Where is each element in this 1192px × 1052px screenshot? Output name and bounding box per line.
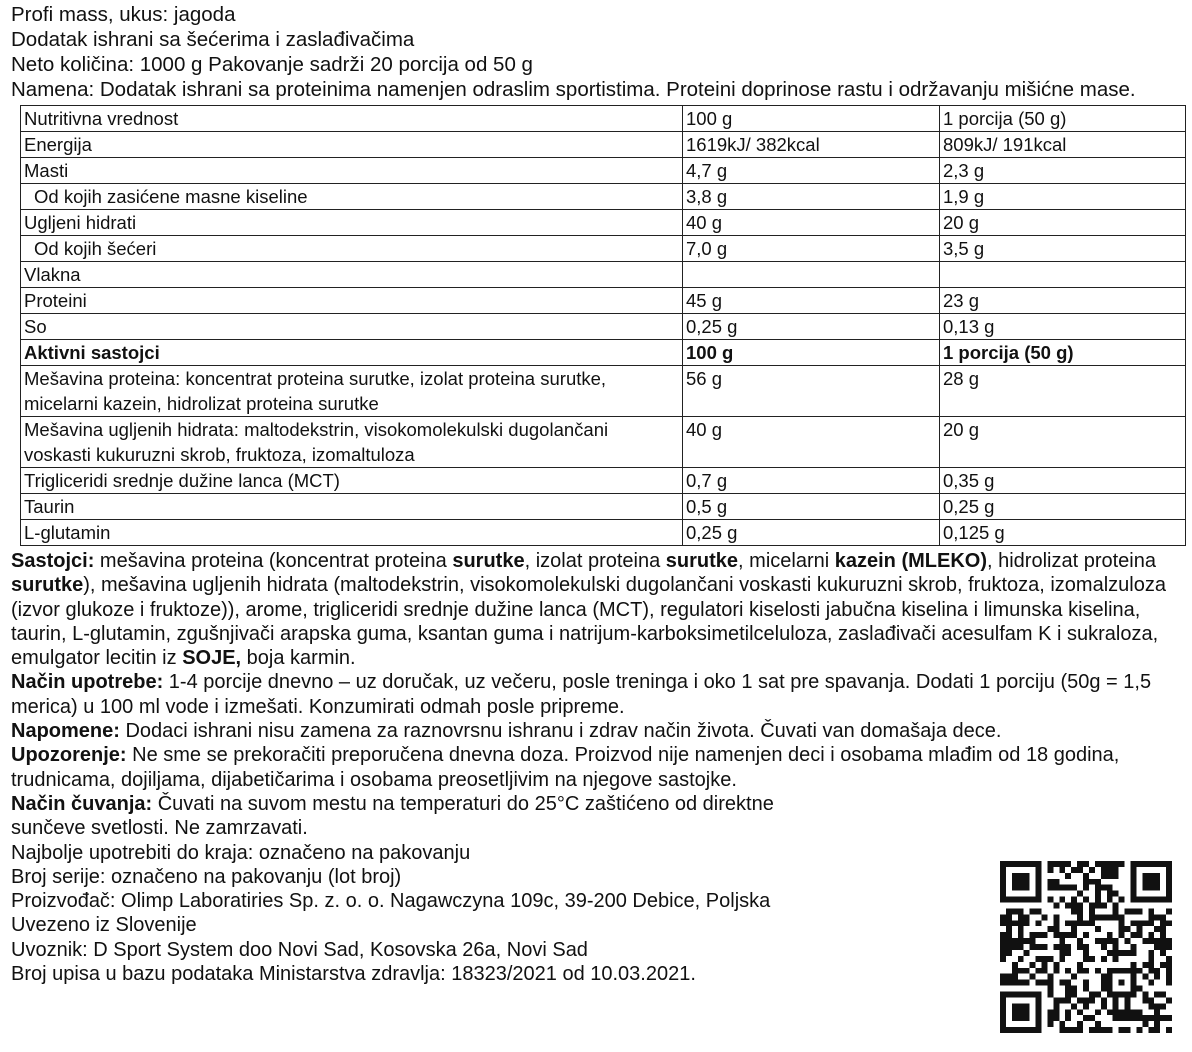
table-row (21, 132, 1186, 158)
value-per-100g: 45 g (683, 288, 940, 314)
value-per-portion: 1 porcija (50 g) (940, 106, 1186, 132)
value-per-100g: 4,7 g (683, 158, 940, 184)
product-name: Profi mass, ukus: jagoda (11, 3, 236, 26)
allergen: surutke (665, 550, 739, 572)
ingredients-text: , hidrolizat proteina (987, 550, 1156, 572)
nutrient-name: Aktivni sastojci (21, 340, 683, 366)
value-per-portion: 809kJ/ 191kcal (940, 132, 1186, 158)
storage-label: Način čuvanja: (11, 792, 153, 815)
nutrient-name: Ugljeni hidrati (21, 210, 683, 236)
allergen: surutke (11, 574, 84, 597)
table-row (21, 184, 1186, 210)
value-per-100g: 40 g (683, 210, 940, 236)
label-document (11, 2, 1181, 986)
product-category: Dodatak ishrani sa šećerima i zaslađivačima (11, 28, 415, 51)
warning-section (11, 743, 1181, 792)
nutrient-name: L-glutamin (21, 520, 683, 546)
table-row (21, 106, 1186, 132)
table-row (21, 520, 1186, 546)
value-per-portion: 23 g (940, 288, 1186, 314)
allergen: surutke (452, 550, 525, 572)
value-per-100g: 0,25 g (683, 520, 940, 546)
table-row (21, 417, 1186, 468)
producer: Proizvođač: Olimp Laboratiries Sp. z. o. o. Nagawczyna 109c, 39-200 Debice, Poljska (11, 890, 771, 913)
value-per-portion: 20 g (940, 210, 1186, 236)
table-row (21, 288, 1186, 314)
ingredients-text: mešavina proteina (koncentrat proteina (94, 550, 453, 572)
value-per-100g: 0,7 g (683, 468, 940, 494)
warning-label: Upozorenje: (11, 744, 127, 767)
value-per-portion: 28 g (940, 366, 1186, 417)
value-per-100g: 3,8 g (683, 184, 940, 210)
storage-section (11, 792, 1181, 816)
warning-text: Ne sme se prekoračiti preporučena dnevna doza. Proizvod nije namenjen deci i osobama mlađim od 18 godina, trudnicama, dojiljama, dijabetičarima i osobama preosetljivim na njegove sastojke. (11, 744, 1120, 791)
storage-text: Čuvati na suvom mestu na temperaturi do 25°C zaštićeno od direktne (152, 792, 774, 815)
table-row (21, 494, 1186, 520)
table-row (21, 314, 1186, 340)
value-per-portion: 0,13 g (940, 314, 1186, 340)
value-per-portion: 1,9 g (940, 184, 1186, 210)
net-quantity: Neto količina: 1000 g Pakovanje sadrži 20 porcija od 50 g (11, 53, 533, 76)
ingredients-text: , izolat proteina (524, 550, 666, 572)
table-row (21, 158, 1186, 184)
ingredients-label: Sastojci: (11, 550, 95, 572)
value-per-portion (940, 262, 1186, 288)
nutrient-name: Nutritivna vrednost (21, 106, 683, 132)
nutrient-name: Energija (21, 132, 683, 158)
batch-number: Broj serije: označeno na pakovanju (lot broj) (11, 865, 402, 888)
allergen: SOJE, (182, 647, 242, 670)
value-per-portion: 0,35 g (940, 468, 1186, 494)
nutrient-name: Od kojih šećeri (21, 236, 683, 262)
storage-text-2: sunčeve svetlosti. Ne zamrzavati. (11, 817, 308, 840)
qr-code-icon (1000, 861, 1172, 1033)
usage-section (11, 670, 1181, 719)
allergen: kazein (MLEKO) (834, 550, 987, 572)
nutrient-name: Proteini (21, 288, 683, 314)
nutrition-table (20, 105, 1186, 546)
ingredients-text: boja karmin. (241, 647, 356, 670)
nutrient-name: So (21, 314, 683, 340)
value-per-portion: 2,3 g (940, 158, 1186, 184)
ingredients-text: ), mešavina ugljenih hidrata (maltodekstrin, visokomolekulski dugolančani voskasti kukuruzni skrob, fruktoza, izomalzuloza (izvor glukoze i fruktoze)), arome, trigliceridi srednje dužine lanca (MCT), regulatori kiselosti jabučna kiselina i limunska kiselina, taurin, L-glutamin, zgušnjivači arapska guma, ksantan guma i natrijum-karboksimetilceluloza, zaslađivači acesulfam K i sukraloza, emulgator lecitin iz (11, 574, 1166, 670)
usage-text: 1-4 porcije dnevno – uz doručak, uz večeru, posle treninga i oko 1 sat pre spavanja. Dodati 1 porciju (50g = 1,5 merica) u 100 ml vode i izmešati. Konzumirati odmah posle pripreme. (11, 671, 1152, 718)
value-per-100g: 7,0 g (683, 236, 940, 262)
notes-label: Napomene: (11, 720, 120, 743)
value-per-100g: 56 g (683, 366, 940, 417)
nutrient-name: Mešavina proteina: koncentrat proteina surutke, izolat proteina surutke, micelarni kazein, hidrolizat proteina surutke (21, 366, 683, 417)
table-row (21, 468, 1186, 494)
value-per-100g (683, 262, 940, 288)
value-per-100g: 100 g (683, 106, 940, 132)
value-per-portion: 0,125 g (940, 520, 1186, 546)
value-per-100g: 0,5 g (683, 494, 940, 520)
origin: Uvezeno iz Slovenije (11, 914, 197, 937)
value-per-100g: 0,25 g (683, 314, 940, 340)
notes-text: Dodaci ishrani nisu zamena za raznovrsnu ishranu i zdrav način života. Čuvati van domašaja dece. (119, 720, 1002, 743)
table-row (21, 210, 1186, 236)
nutrient-name: Taurin (21, 494, 683, 520)
value-per-portion: 1 porcija (50 g) (940, 340, 1186, 366)
product-purpose: Namena: Dodatak ishrani sa proteinima namenjen odraslim sportistima. Proteini doprinose rastu i održavanju mišićne mase. (11, 78, 1136, 101)
value-per-100g: 40 g (683, 417, 940, 468)
usage-label: Način upotrebe: (11, 671, 164, 694)
ingredients-text: , micelarni (738, 550, 835, 572)
nutrient-name: Vlakna (21, 262, 683, 288)
value-per-portion: 3,5 g (940, 236, 1186, 262)
table-row (21, 262, 1186, 288)
value-per-100g: 1619kJ/ 382kcal (683, 132, 940, 158)
ingredients-section (11, 549, 1181, 670)
nutrient-name: Mešavina ugljenih hidrata: maltodekstrin, visokomolekulski dugolančani voskasti kukuruzni skrob, fruktoza, izomaltuloza (21, 417, 683, 468)
nutrient-name: Trigliceridi srednje dužine lanca (MCT) (21, 468, 683, 494)
nutrient-name: Masti (21, 158, 683, 184)
importer: Uvoznik: D Sport System doo Novi Sad, Kosovska 26a, Novi Sad (11, 938, 588, 961)
value-per-100g: 100 g (683, 340, 940, 366)
notes-section (11, 719, 1181, 743)
table-row (21, 366, 1186, 417)
table-row (21, 340, 1186, 366)
best-before: Najbolje upotrebiti do kraja: označeno na pakovanju (11, 841, 471, 864)
nutrient-name: Od kojih zasićene masne kiseline (21, 184, 683, 210)
registry-number: Broj upisa u bazu podataka Ministarstva zdravlja: 18323/2021 od 10.03.2021. (11, 963, 696, 986)
value-per-portion: 20 g (940, 417, 1186, 468)
table-row (21, 236, 1186, 262)
value-per-portion: 0,25 g (940, 494, 1186, 520)
